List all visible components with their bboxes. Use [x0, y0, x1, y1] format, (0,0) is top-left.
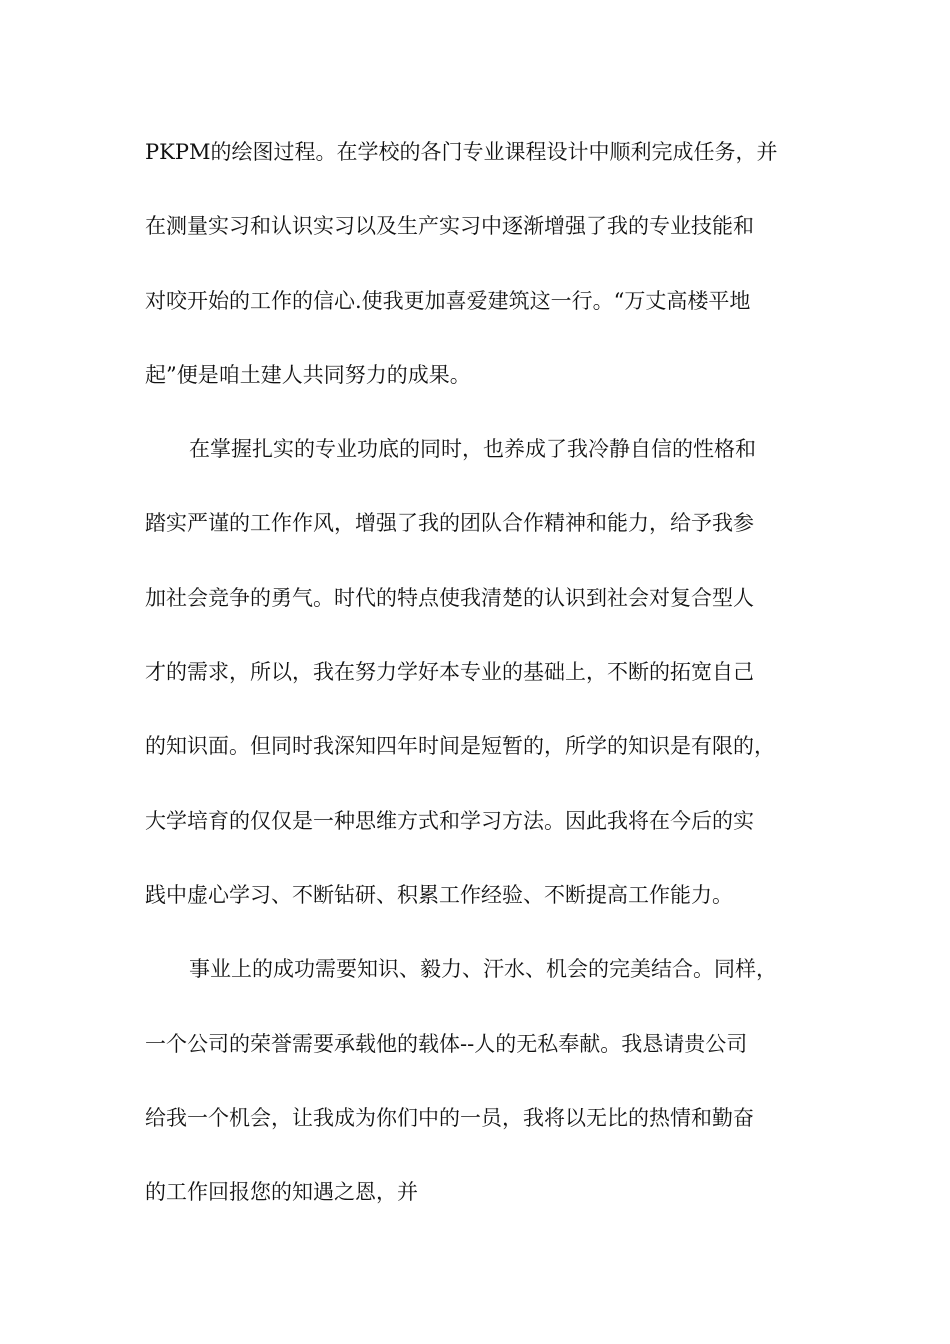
text-line: 才的需求，所以，我在努力学好本专业的基础上，不断的拓宽自己 [145, 660, 754, 685]
paragraph-start-line: 事业上的成功需要知识、毅力、汗水、机会的完美结合。同样， [189, 957, 777, 982]
text-line: PKPM的绘图过程。在学校的各门专业课程设计中顺利完成任务，并 [145, 140, 778, 164]
body-text [145, 128, 815, 1242]
text-line: 在测量实习和认识实习以及生产实习中逐渐增强了我的专业技能和 [145, 214, 754, 239]
text-line: 踏实严谨的工作作风，增强了我的团队合作精神和能力，给予我参 [145, 511, 754, 536]
text-line: 践中虚心学习、不断钻研、积累工作经验、不断提高工作能力。 [145, 882, 733, 907]
paragraph-start-line: 在掌握扎实的专业功底的同时，也养成了我冷静自信的性格和 [189, 437, 756, 462]
text-line: 给我一个机会，让我成为你们中的一员，我将以无比的热情和勤奋 [145, 1105, 754, 1130]
text-line: 大学培育的仅仅是一种思维方式和学习方法。因此我将在今后的实 [145, 808, 754, 833]
text-line: 的知识面。但同时我深知四年时间是短暂的，所学的知识是有限的， [145, 734, 775, 759]
text-line: 起”便是咱土建人共同努力的成果。 [145, 362, 471, 387]
text-line: 一个公司的荣誉需要承载他的载体--人的无私奉献。我恳请贵公司 [145, 1031, 748, 1056]
text-line: 加社会竞争的勇气。时代的特点使我清楚的认识到社会对复合型人 [145, 585, 754, 610]
text-line: 的工作回报您的知遇之恩，并 [145, 1180, 418, 1205]
text-line: 对咬开始的工作的信心.使我更加喜爱建筑这一行。“万丈高楼平地 [145, 288, 751, 313]
